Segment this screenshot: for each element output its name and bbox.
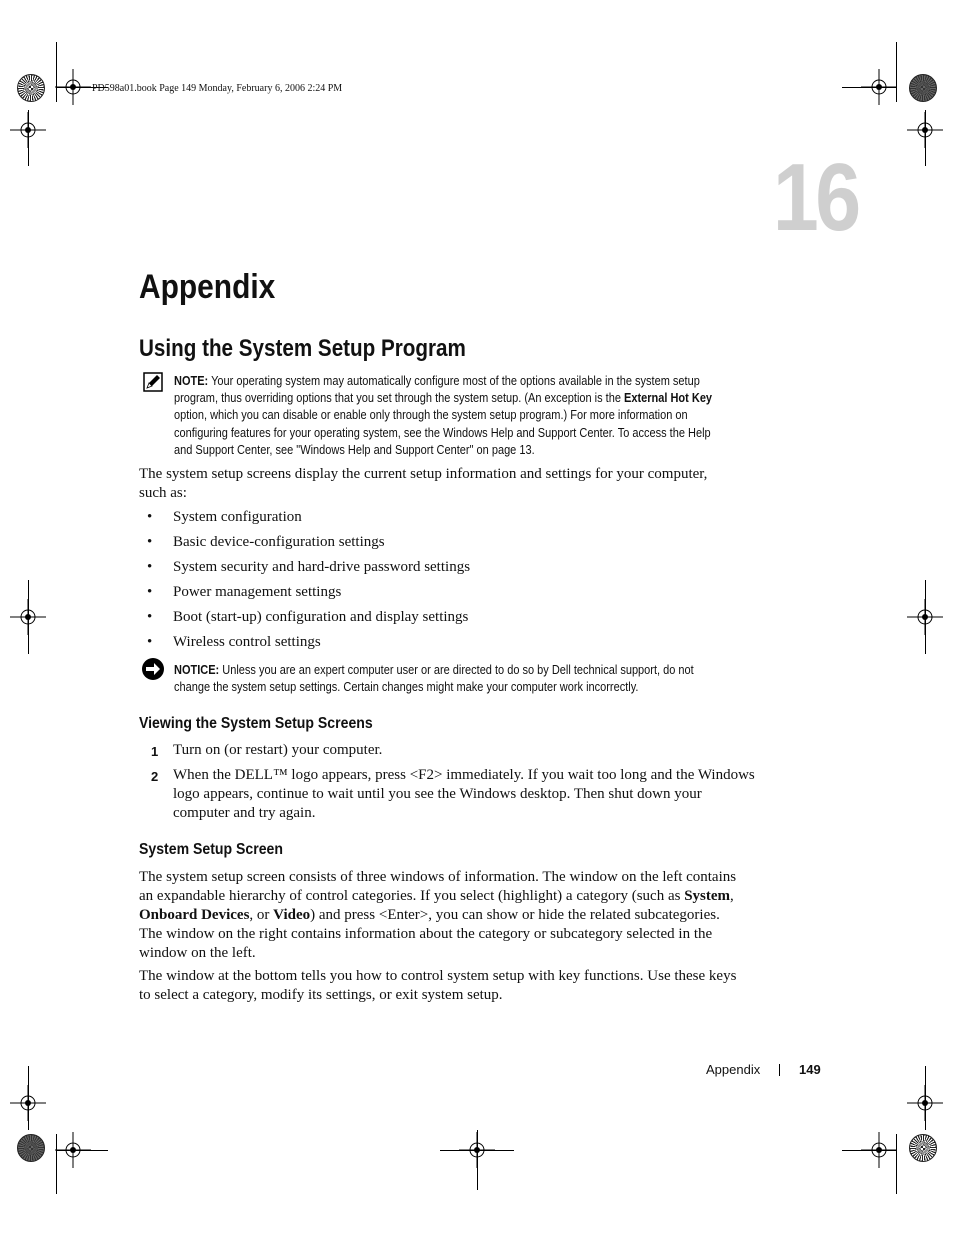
note-highlight: External Hot Key	[624, 391, 713, 406]
screen-paragraph-1: The system setup screen consists of three windows of information. The window on the left contains an expandable hierarchy of control categories. If you select (highlight) a category (such as System, Onboard Devices, or Video) and press <Enter>, you can show or hide the related subcategories. The window on the right contains information about the category or subcategory selected in the window on the left.	[139, 869, 737, 961]
registration-rosette-bottom-left	[17, 1134, 45, 1162]
registration-rosette-bottom-right	[909, 1134, 937, 1162]
page-number: 149	[799, 1062, 821, 1077]
section-title: Using the System Setup Program	[139, 335, 466, 362]
subsection-title-screen: System Setup Screen	[139, 841, 283, 858]
footer-chapter-label: Appendix	[706, 1062, 761, 1077]
notice-label: NOTICE:	[174, 663, 220, 677]
notice-icon	[141, 657, 165, 681]
screen-paragraph-2: The window at the bottom tells you how to control system setup with key functions. Use these keys to select a category, modify its settings, or exit system setup.	[139, 968, 737, 1003]
subsection-title-viewing: Viewing the System Setup Screens	[139, 715, 373, 732]
registration-rosette-top-left	[17, 74, 45, 102]
chapter-title: Appendix	[139, 268, 276, 306]
registration-rosette-top-right	[909, 74, 937, 102]
note-label: NOTE:	[174, 374, 209, 388]
intro-paragraph: The system setup screens display the current setup information and settings for your computer, such as:	[139, 466, 708, 501]
chapter-number: 16	[773, 144, 858, 251]
notice-text: NOTICE: Unless you are an expert computer user or are directed to do so by Dell technical support, do not change the system setup settings. Certain changes might make your computer work incorrectly.	[174, 663, 694, 695]
note-text: NOTE: Your operating system may automatically configure most of the options available in the system setup program, thus overriding options that you set through the system setup. (An exception is the External Hot Key option, which you can disable or enable only through the system setup program.) For more information on configuring features for your operating system, see the Windows Help and Support Center. To access the Help and Support Center, see "Windows Help and Support Center" on page 13.	[174, 374, 713, 457]
note-icon	[143, 372, 163, 392]
print-slug: PD598a01.book Page 149 Monday, February 6, 2006 2:24 PM	[92, 83, 343, 94]
footer-separator	[779, 1064, 780, 1076]
